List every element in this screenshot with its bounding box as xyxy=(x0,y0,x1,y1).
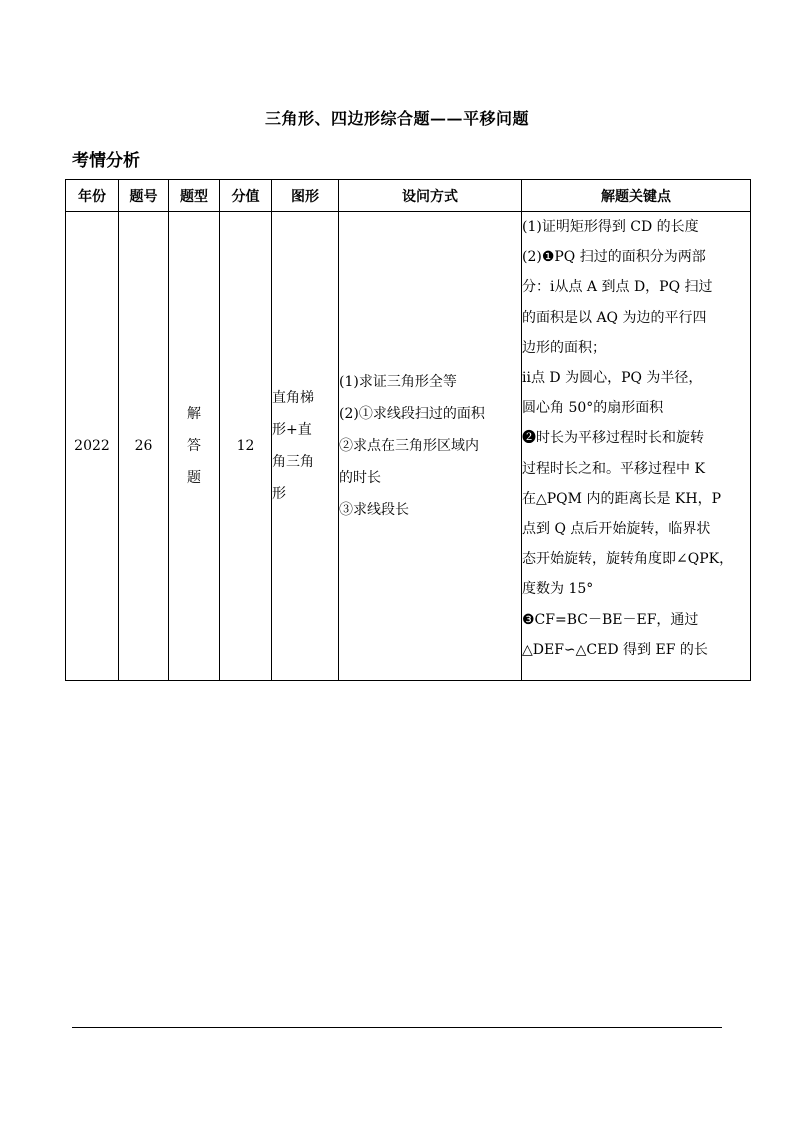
cell-key-points xyxy=(522,212,751,681)
key-line: 圆心角 50°的扇形面积 xyxy=(522,400,664,417)
key-line: 过程时长之和。平移过程中 K xyxy=(522,460,705,477)
key-line: (1)证明矩形得到 CD 的长度 xyxy=(522,219,699,235)
key-line: 在△PQM 内的距离长是 KH，P xyxy=(522,490,721,507)
shape-line: 角三角 xyxy=(272,454,314,470)
cell-shape xyxy=(272,212,339,681)
header-ask-method: 设问方式 xyxy=(339,180,522,212)
key-line: 度数为 15° xyxy=(522,581,594,598)
page-title: 三角形、四边形综合题——平移问题 xyxy=(264,109,529,128)
section-heading: 考情分析 xyxy=(72,151,140,171)
cell-question-no: 26 xyxy=(119,212,169,681)
key-line: 态开始旋转，旋转角度即∠QPK， xyxy=(522,551,734,568)
ask-line: (1)求证三角形全等 xyxy=(339,374,457,390)
footer-divider xyxy=(72,1027,722,1028)
header-question-no: 题号 xyxy=(119,180,169,212)
header-key-points: 解题关键点 xyxy=(522,180,751,212)
key-line: 分：ⅰ从点 A 到点 D，PQ 扫过 xyxy=(522,279,713,296)
cell-question-type xyxy=(169,212,220,681)
cell-score: 12 xyxy=(220,212,272,681)
key-line: △DEF∽△CED 得到 EF 的长 xyxy=(522,641,708,658)
header-shape: 图形 xyxy=(272,180,339,212)
shape-line: 形+直 xyxy=(272,422,312,438)
key-line: 边形的面积； xyxy=(522,339,606,356)
question-type-char: 解 xyxy=(187,406,201,422)
ask-line: ②求点在三角形区域内 xyxy=(339,438,479,454)
ask-line: ③求线段长 xyxy=(339,502,409,518)
table-row xyxy=(66,212,751,681)
ask-line: 的时长 xyxy=(339,470,381,486)
key-line: (2)❶PQ 扫过的面积分为两部 xyxy=(522,249,706,266)
header-question-type: 题型 xyxy=(169,180,220,212)
shape-line: 形 xyxy=(272,486,286,502)
header-score: 分值 xyxy=(220,180,272,212)
header-year: 年份 xyxy=(66,180,119,212)
key-line: 的面积是以 AQ 为边的平行四 xyxy=(522,309,707,326)
cell-year: 2022 xyxy=(66,212,119,681)
question-type-char: 答 xyxy=(187,438,201,454)
table-header-row xyxy=(66,180,751,212)
question-type-char: 题 xyxy=(187,470,201,486)
shape-line: 直角梯 xyxy=(272,390,314,406)
cell-ask-method xyxy=(339,212,522,681)
analysis-table xyxy=(65,179,751,681)
key-line: ⅱ点 D 为圆心，PQ 为半径， xyxy=(522,370,703,387)
key-line: ❷时长为平移过程时长和旋转 xyxy=(522,430,704,447)
ask-line: (2)①求线段扫过的面积 xyxy=(339,406,485,422)
key-line: 点到 Q 点后开始旋转，临界状 xyxy=(522,521,711,538)
key-line: ❸CF=BC－BE－EF，通过 xyxy=(522,611,699,628)
